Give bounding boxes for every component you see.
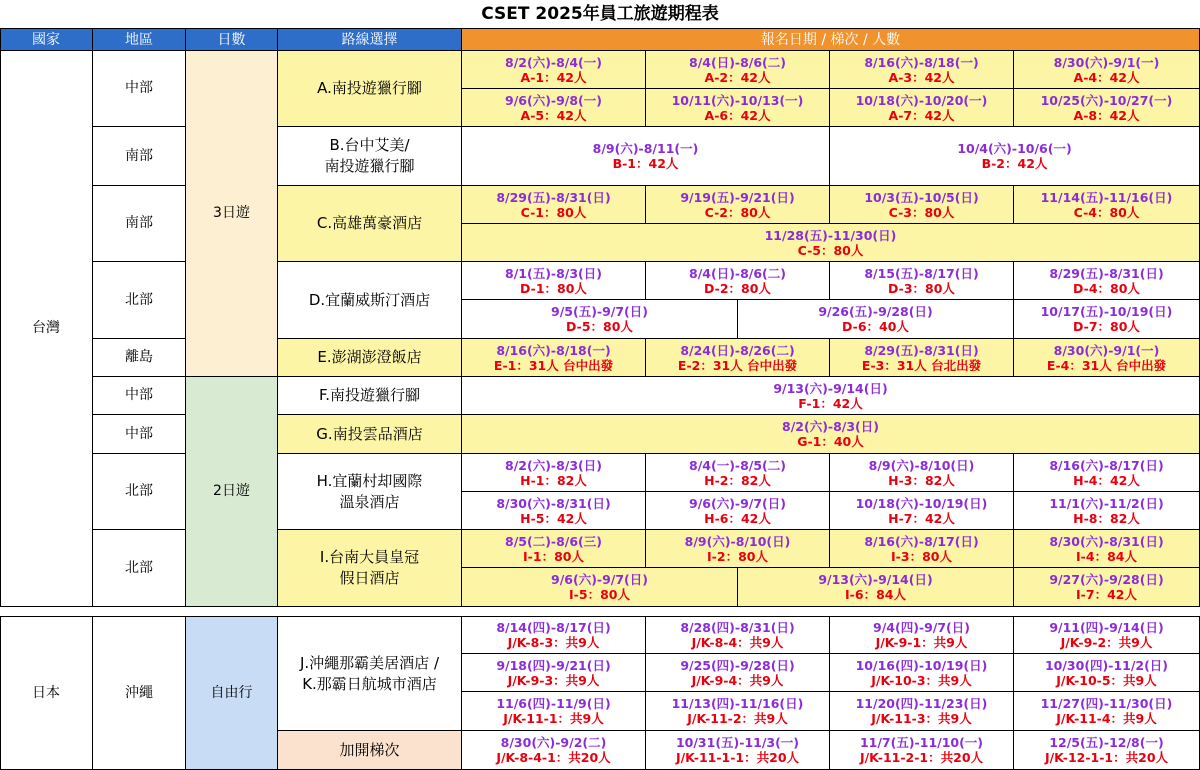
batch-capacity: J/K-10-5：共9人 xyxy=(1056,672,1157,688)
batch-capacity: I-7：42人 xyxy=(1076,587,1137,602)
batch-capacity: D-2：80人 xyxy=(704,280,771,296)
trip-dates: 11/6(四)-11/9(日) xyxy=(496,696,611,711)
schedule-cell-B xyxy=(830,127,1200,186)
schedule-cell-A xyxy=(646,51,830,89)
batch-capacity: D-4：80人 xyxy=(1073,280,1140,296)
country-label: 日本 xyxy=(32,684,60,701)
batch-capacity: A-5：42人 xyxy=(520,107,587,123)
region-label: 中部 xyxy=(125,387,153,403)
region-label: 北部 xyxy=(125,483,153,499)
schedule-cell-H xyxy=(830,454,1014,492)
schedule-cell-J xyxy=(1014,654,1200,692)
schedule-cell-A xyxy=(1014,89,1200,127)
schedule-cell-H xyxy=(830,492,1014,530)
batch-capacity: I-1：80人 xyxy=(523,548,584,564)
trip-dates: 9/26(五)-9/28(日) xyxy=(818,304,933,319)
trip-dates: 9/13(六)-9/14(日) xyxy=(818,572,933,587)
schedule-cell-D xyxy=(830,262,1014,300)
schedule-cell-E xyxy=(462,339,646,377)
trip-dates: 11/7(五)-11/10(一) xyxy=(859,735,984,750)
trip-dates: 8/30(六)-9/1(一) xyxy=(1053,342,1160,358)
batch-capacity: A-4：42人 xyxy=(1073,69,1140,85)
trip-dates: 8/2(六)-8/4(一) xyxy=(505,54,602,70)
duration-label: 2日遊 xyxy=(213,483,250,499)
schedule-cell-J xyxy=(830,692,1014,731)
route-cell-F xyxy=(278,377,462,415)
region-label: 南部 xyxy=(125,215,153,231)
route-cell-B xyxy=(278,127,462,186)
trip-dates: 10/16(四)-10/19(日) xyxy=(855,657,988,673)
batch-capacity: H-8：82人 xyxy=(1073,510,1140,526)
batch-capacity: I-3：80人 xyxy=(891,548,952,564)
schedule-cell-D xyxy=(646,262,830,300)
batch-capacity: J/K-11-1：共9人 xyxy=(503,711,604,726)
batch-capacity: J/K-11-4：共9人 xyxy=(1056,711,1157,726)
table-top-border xyxy=(0,28,1200,29)
schedule-cell-G xyxy=(462,415,1200,454)
route-name-line: I.台南大員皇冠 xyxy=(319,548,420,566)
batch-capacity: D-3：80人 xyxy=(888,280,955,296)
route-name-line: D.宜蘭威斯汀酒店 xyxy=(308,290,431,309)
duration-cell-2day xyxy=(186,377,278,607)
trip-dates: 11/28(五)-11/30(日) xyxy=(764,227,897,243)
batch-capacity: A-3：42人 xyxy=(888,69,955,85)
region-cell-H xyxy=(93,454,186,530)
batch-capacity: C-4：80人 xyxy=(1073,204,1140,220)
schedule-cell-X xyxy=(1014,731,1200,770)
schedule-cell-E xyxy=(1014,339,1200,377)
trip-dates: 9/6(六)-9/7(日) xyxy=(689,495,786,511)
trip-dates: 8/15(五)-8/17(日) xyxy=(864,265,979,281)
header-route-label: 路線選擇 xyxy=(341,32,398,48)
schedule-cell-F xyxy=(462,377,1200,415)
schedule-cell-J xyxy=(1014,617,1200,654)
trip-dates: 10/4(六)-10/6(一) xyxy=(957,141,1072,156)
schedule-cell-C xyxy=(462,224,1200,262)
trip-dates: 8/2(六)-8/3(日) xyxy=(505,457,602,473)
trip-dates: 8/2(六)-8/3(日) xyxy=(782,419,879,434)
trip-dates: 10/17(五)-10/19(日) xyxy=(1040,304,1173,319)
batch-capacity: E-1：31人 台中出發 xyxy=(493,357,614,373)
region-label: 離島 xyxy=(125,349,153,365)
route-name-line: E.澎湖澎澄飯店 xyxy=(317,348,422,366)
trip-dates: 11/13(四)-11/16(日) xyxy=(671,696,804,711)
route-name-line: G.南投雲品酒店 xyxy=(316,424,423,443)
trip-dates: 11/14(五)-11/16(日) xyxy=(1040,189,1173,205)
trip-dates: 8/16(六)-8/17(日) xyxy=(864,533,979,549)
trip-dates: 12/5(五)-12/8(一) xyxy=(1049,735,1164,750)
region-cell-E xyxy=(93,339,186,377)
batch-capacity: J/K-10-3：共9人 xyxy=(871,672,972,688)
batch-capacity: B-1：42人 xyxy=(612,156,679,171)
batch-capacity: D-7：80人 xyxy=(1073,319,1140,334)
batch-capacity: J/K-9-1：共9人 xyxy=(875,635,968,650)
trip-dates: 9/4(四)-9/7(日) xyxy=(873,620,970,635)
batch-capacity: A-7：42人 xyxy=(888,107,955,123)
route-name-line: 溫泉酒店 xyxy=(339,492,400,511)
route-cell-I xyxy=(278,530,462,607)
region-cell-J xyxy=(93,617,186,770)
trip-dates: 9/13(六)-9/14(日) xyxy=(773,380,888,396)
trip-dates: 8/30(六)-9/2(二) xyxy=(500,735,607,750)
trip-dates: 8/5(二)-8/6(三) xyxy=(505,533,602,549)
schedule-cell-J xyxy=(646,617,830,654)
duration-cell-free xyxy=(186,617,278,770)
schedule-cell-J xyxy=(646,654,830,692)
trip-dates: 11/27(四)-11/30(日) xyxy=(1040,696,1173,711)
country-cell-japan xyxy=(0,617,93,770)
trip-dates: 9/11(四)-9/14(日) xyxy=(1049,620,1164,635)
country-cell-taiwan xyxy=(0,51,93,607)
trip-dates: 10/3(五)-10/5(日) xyxy=(864,189,979,205)
schedule-cell-D xyxy=(462,262,646,300)
region-cell-A xyxy=(93,51,186,127)
trip-dates: 8/29(五)-8/31(日) xyxy=(864,342,979,358)
batch-capacity: J/K-11-2：共9人 xyxy=(687,711,788,726)
schedule-cell-D xyxy=(738,300,1014,339)
trip-dates: 9/6(六)-9/8(一) xyxy=(505,92,602,108)
batch-capacity: C-1：80人 xyxy=(520,204,587,220)
duration-cell-3day xyxy=(186,51,278,377)
schedule-cell-D xyxy=(462,300,738,339)
schedule-cell-H xyxy=(646,454,830,492)
schedule-cell-I xyxy=(462,530,646,568)
trip-dates: 8/30(六)-8/31(日) xyxy=(496,495,611,511)
section-divider xyxy=(0,607,1200,617)
schedule-cell-J xyxy=(830,654,1014,692)
trip-dates: 8/16(六)-8/18(一) xyxy=(864,54,979,70)
route-cell-J xyxy=(278,617,462,731)
route-name-line: K.那霸日航城市酒店 xyxy=(302,674,437,693)
batch-capacity: H-7：42人 xyxy=(888,510,955,526)
trip-dates: 8/9(六)-8/10(日) xyxy=(684,533,791,549)
region-label: 中部 xyxy=(125,80,153,96)
route-name-line: 南投遊獵行腳 xyxy=(324,157,415,175)
batch-capacity: J/K-8-4：共9人 xyxy=(691,635,784,650)
batch-capacity: J/K-9-2：共9人 xyxy=(1060,635,1153,650)
route-cell-D xyxy=(278,262,462,339)
batch-capacity: H-6：42人 xyxy=(704,510,771,526)
trip-dates: 9/18(四)-9/21(日) xyxy=(496,657,611,673)
header-country-label: 國家 xyxy=(32,32,60,48)
section-divider-line xyxy=(0,606,1200,607)
header-days xyxy=(186,28,278,51)
batch-capacity: J/K-11-1-1：共20人 xyxy=(675,750,800,765)
schedule-cell-A xyxy=(1014,51,1200,89)
trip-dates: 8/4(日)-8/6(二) xyxy=(689,265,786,281)
batch-capacity: J/K-11-3：共9人 xyxy=(871,711,972,726)
trip-dates: 8/9(六)-8/11(一) xyxy=(592,141,699,156)
country-label: 台灣 xyxy=(32,320,60,336)
batch-capacity: A-1：42人 xyxy=(520,69,587,85)
schedule-cell-C xyxy=(462,186,646,224)
schedule-cell-I xyxy=(646,530,830,568)
route-name-line: B.台中艾美/ xyxy=(329,136,410,154)
schedule-cell-I xyxy=(1014,568,1200,607)
batch-capacity: H-4：42人 xyxy=(1073,472,1140,488)
schedule-cell-J xyxy=(462,654,646,692)
batch-capacity: H-1：82人 xyxy=(520,472,587,488)
trip-dates: 8/14(四)-8/17(日) xyxy=(496,620,611,635)
schedule-cell-X xyxy=(830,731,1014,770)
batch-capacity: D-6：40人 xyxy=(842,319,909,334)
batch-capacity: F-1：42人 xyxy=(798,395,863,411)
region-cell-D xyxy=(93,262,186,339)
schedule-cell-A xyxy=(830,51,1014,89)
route-name-line: H.宜蘭村却國際 xyxy=(316,471,423,490)
region-cell-B xyxy=(93,127,186,186)
trip-dates: 8/29(五)-8/31(日) xyxy=(1049,265,1164,281)
batch-capacity: A-8：42人 xyxy=(1073,107,1140,123)
duration-label: 自由行 xyxy=(210,684,253,701)
trip-dates: 9/5(五)-9/7(日) xyxy=(551,304,648,319)
batch-capacity: H-3：82人 xyxy=(888,472,955,488)
batch-capacity: D-5：80人 xyxy=(566,319,633,334)
route-cell-A xyxy=(278,51,462,127)
route-cell-H xyxy=(278,454,462,530)
schedule-cell-B xyxy=(462,127,830,186)
schedule-cell-A xyxy=(462,51,646,89)
trip-dates: 8/1(五)-8/3(日) xyxy=(505,265,602,281)
batch-capacity: I-5：80人 xyxy=(569,587,630,602)
schedule-cell-D xyxy=(1014,300,1200,339)
schedule-cell-I xyxy=(738,568,1014,607)
page-title: CSET 2025年員工旅遊期程表 xyxy=(481,4,719,24)
schedule-cell-A xyxy=(462,89,646,127)
trip-dates: 10/31(五)-11/3(一) xyxy=(675,735,800,750)
batch-capacity: B-2：42人 xyxy=(981,156,1048,171)
route-cell-E xyxy=(278,339,462,377)
route-name-line: F.南投遊獵行腳 xyxy=(319,386,420,404)
schedule-cell-C xyxy=(646,186,830,224)
region-label: 北部 xyxy=(125,559,153,576)
batch-capacity: C-2：80人 xyxy=(704,204,771,220)
schedule-cell-H xyxy=(646,492,830,530)
header-schedule-label: 報名日期 / 梯次 / 人數 xyxy=(760,32,901,48)
header-region xyxy=(93,28,186,51)
batch-capacity: D-1：80人 xyxy=(520,280,587,296)
route-name-line: 假日酒店 xyxy=(339,569,400,587)
batch-capacity: J/K-9-3：共9人 xyxy=(507,672,600,688)
schedule-cell-E xyxy=(830,339,1014,377)
header-days-label: 日數 xyxy=(217,32,246,48)
route-name-line: J.沖繩那霸美居酒店 / xyxy=(299,653,439,672)
trip-dates: 8/16(六)-8/17(日) xyxy=(1049,457,1164,473)
region-label: 沖繩 xyxy=(125,684,153,701)
batch-capacity: J/K-9-4：共9人 xyxy=(691,672,784,688)
trip-dates: 10/25(六)-10/27(一) xyxy=(1040,92,1173,108)
trip-dates: 8/4(日)-8/6(二) xyxy=(689,54,786,70)
trip-dates: 10/18(六)-10/19(日) xyxy=(855,495,988,511)
batch-capacity: I-2：80人 xyxy=(707,548,768,564)
schedule-cell-J xyxy=(462,692,646,731)
trip-dates: 8/16(六)-8/18(一) xyxy=(496,342,611,358)
schedule-cell-H xyxy=(462,454,646,492)
trip-dates: 8/29(五)-8/31(日) xyxy=(496,189,611,205)
route-cell-G xyxy=(278,415,462,454)
batch-capacity: H-5：42人 xyxy=(520,510,587,526)
trip-dates: 8/28(四)-8/31(日) xyxy=(680,620,795,635)
trip-dates: 9/27(六)-9/28(日) xyxy=(1049,572,1164,587)
batch-capacity: A-6：42人 xyxy=(704,107,771,123)
batch-capacity: C-5：80人 xyxy=(797,242,864,258)
batch-capacity: I-6：84人 xyxy=(845,587,906,602)
region-label: 中部 xyxy=(125,425,153,442)
schedule-cell-J xyxy=(462,617,646,654)
trip-dates: 11/1(六)-11/2(日) xyxy=(1049,495,1164,511)
region-label: 北部 xyxy=(125,291,153,308)
batch-capacity: J/K-8-3：共9人 xyxy=(507,635,600,650)
schedule-cell-I xyxy=(1014,530,1200,568)
schedule-cell-I xyxy=(462,568,738,607)
route-name-line: 加開梯次 xyxy=(339,740,400,759)
duration-label: 3日遊 xyxy=(213,205,250,221)
trip-dates: 10/18(六)-10/20(一) xyxy=(855,92,988,108)
batch-capacity: J/K-11-2-1：共20人 xyxy=(859,750,984,765)
schedule-cell-J xyxy=(646,692,830,731)
route-cell-C xyxy=(278,186,462,262)
schedule-cell-X xyxy=(462,731,646,770)
schedule-cell-H xyxy=(1014,492,1200,530)
batch-capacity: E-3：31人 台北出發 xyxy=(861,357,982,373)
schedule-cell-A xyxy=(646,89,830,127)
batch-capacity: J/K-8-4-1：共20人 xyxy=(496,750,611,765)
schedule-cell-I xyxy=(830,530,1014,568)
region-cell-I xyxy=(93,530,186,607)
trip-dates: 11/20(四)-11/23(日) xyxy=(855,696,988,711)
schedule-cell-D xyxy=(1014,262,1200,300)
batch-capacity: E-2：31人 台中出發 xyxy=(677,357,798,373)
batch-capacity: G-1：40人 xyxy=(797,434,864,449)
trip-dates: 8/4(一)-8/5(二) xyxy=(689,457,786,473)
header-route xyxy=(278,28,462,51)
schedule-cell-H xyxy=(1014,454,1200,492)
schedule-cell-J xyxy=(1014,692,1200,731)
region-label: 南部 xyxy=(125,147,153,164)
region-cell-C xyxy=(93,186,186,262)
batch-capacity: H-2：82人 xyxy=(704,472,771,488)
schedule-cell-A xyxy=(830,89,1014,127)
trip-dates: 8/30(六)-9/1(一) xyxy=(1053,54,1160,70)
schedule-cell-J xyxy=(830,617,1014,654)
header-country xyxy=(0,28,93,51)
trip-dates: 9/6(六)-9/7(日) xyxy=(551,572,648,587)
trip-dates: 9/19(五)-9/21(日) xyxy=(680,189,795,205)
route-cell-X xyxy=(278,731,462,770)
trip-dates: 8/30(六)-8/31(日) xyxy=(1049,533,1164,549)
region-cell-F xyxy=(93,377,186,415)
region-cell-G xyxy=(93,415,186,454)
route-name-line: A.南投遊獵行腳 xyxy=(317,79,422,97)
schedule-cell-C xyxy=(830,186,1014,224)
batch-capacity: C-3：80人 xyxy=(888,204,955,220)
schedule-cell-E xyxy=(646,339,830,377)
batch-capacity: J/K-12-1-1：共20人 xyxy=(1044,750,1169,765)
batch-capacity: E-4：31人 台中出發 xyxy=(1046,357,1167,373)
batch-capacity: I-4：84人 xyxy=(1076,548,1137,564)
schedule-cell-H xyxy=(462,492,646,530)
trip-dates: 10/30(四)-11/2(日) xyxy=(1044,657,1169,673)
table-left-border xyxy=(0,28,1,770)
batch-capacity: A-2：42人 xyxy=(704,69,771,85)
trip-dates: 10/11(六)-10/13(一) xyxy=(671,92,804,108)
header-schedule xyxy=(462,28,1200,51)
route-name-line: C.高雄萬豪酒店 xyxy=(316,214,423,232)
trip-dates: 8/9(六)-8/10(日) xyxy=(868,457,975,473)
trip-dates: 8/24(日)-8/26(二) xyxy=(680,342,795,358)
trip-dates: 9/25(四)-9/28(日) xyxy=(680,657,795,673)
header-region-label: 地區 xyxy=(125,32,153,48)
schedule-cell-X xyxy=(646,731,830,770)
schedule-cell-C xyxy=(1014,186,1200,224)
